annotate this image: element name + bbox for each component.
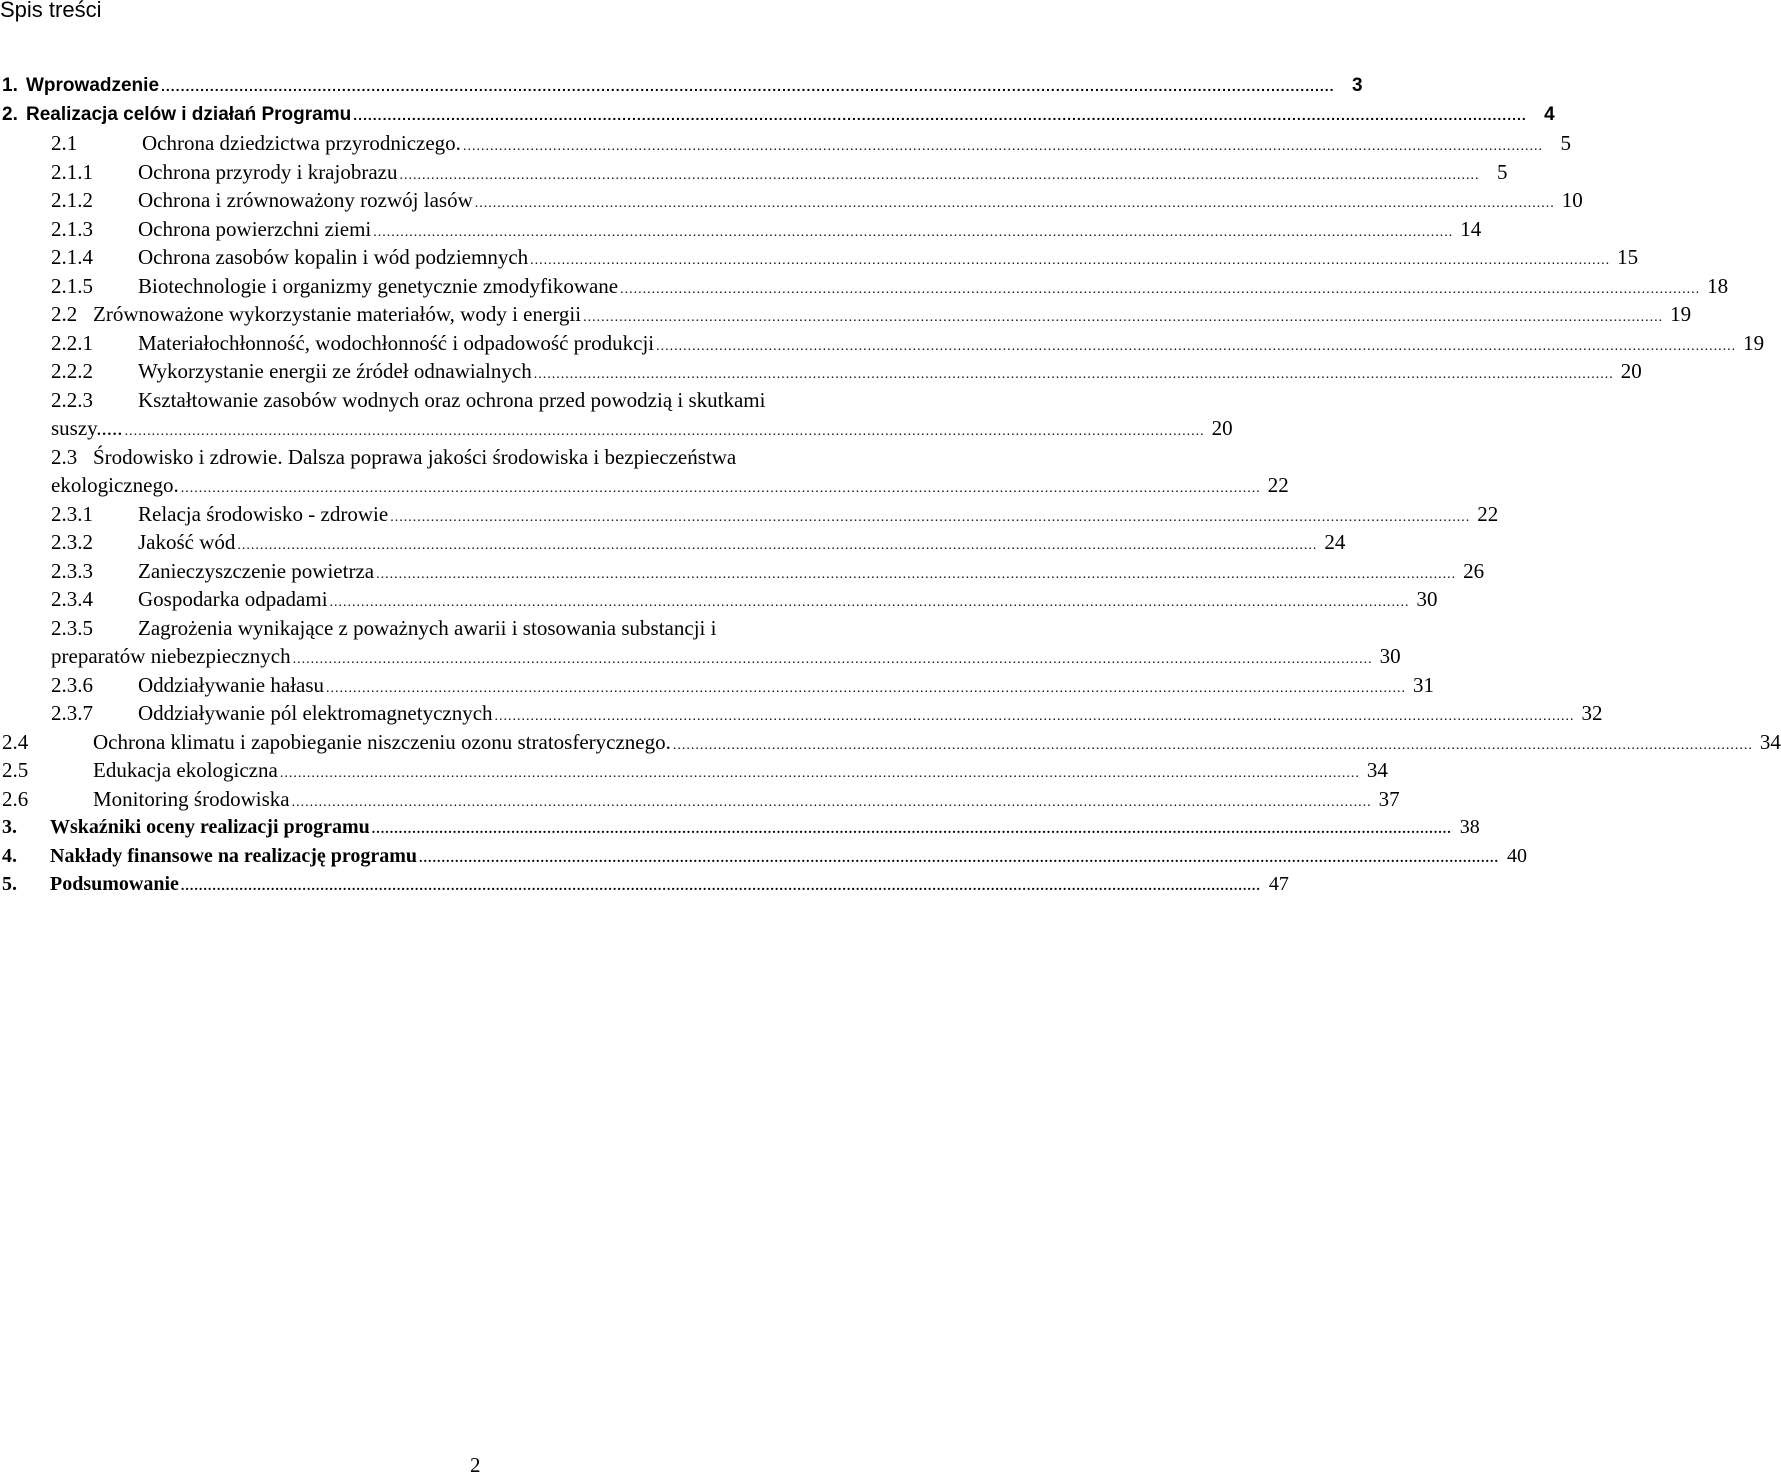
toc-entry-number: 2.2.1 xyxy=(51,330,93,355)
toc-entry-number: 2.2.2 xyxy=(51,359,93,383)
toc-entry-number: 2.1.3 xyxy=(51,216,93,241)
toc-entry-page: 40 xyxy=(1507,844,1528,867)
toc-entry[interactable] xyxy=(0,158,1508,187)
toc-entry[interactable] xyxy=(0,357,1642,386)
toc-entry-title-continued: suszy..... xyxy=(51,416,123,440)
toc-entry-number: 2.3.1 xyxy=(51,501,93,526)
toc-entry[interactable] xyxy=(0,842,1528,871)
page-number: 2 xyxy=(470,1453,481,1477)
toc-entry-title: Biotechnologie i organizmy genetycznie zmodyfikowane xyxy=(138,273,619,298)
toc-entry[interactable] xyxy=(0,101,1555,130)
toc-entry-continuation[interactable] xyxy=(0,471,1289,500)
toc-entry[interactable] xyxy=(0,614,957,643)
toc-entry-page: 37 xyxy=(1378,786,1400,811)
toc-entry-page: 30 xyxy=(1379,644,1401,668)
toc-entry-title: Relacja środowisko - zdrowie xyxy=(138,501,389,526)
toc-entry-number: 2. xyxy=(2,103,18,125)
toc-entry-title: Ochrona zasobów kopalin i wód podziemnych xyxy=(138,245,529,269)
toc-entry-page: 19 xyxy=(1743,330,1765,355)
toc-entry[interactable] xyxy=(0,528,1346,557)
toc-entry-number: 4. xyxy=(2,844,17,867)
toc-leader xyxy=(292,789,1372,818)
toc-leader xyxy=(161,72,1335,101)
toc-entry-page: 4 xyxy=(1544,103,1555,125)
toc-entry-number: 2.3.4 xyxy=(51,587,93,611)
toc-entry[interactable] xyxy=(0,129,1571,158)
toc-entry-number: 5. xyxy=(2,873,17,895)
toc-entry-title: Zagrożenia wynikające z poważnych awarii i stosowania substancji i xyxy=(138,615,717,640)
toc-entry[interactable] xyxy=(0,728,1781,757)
toc-entry-page: 20 xyxy=(1620,359,1642,383)
toc-leader xyxy=(620,276,1700,305)
toc-leader xyxy=(390,504,1470,533)
toc-entry-continuation[interactable] xyxy=(0,642,1401,671)
toc-entry[interactable] xyxy=(0,870,1289,899)
toc-entry-page: 5 xyxy=(1560,131,1571,155)
toc-entry-continuation[interactable] xyxy=(0,414,1233,443)
toc-entry-page: 34 xyxy=(1759,729,1781,754)
toc-entry-number: 2.1.1 xyxy=(51,159,93,184)
toc-entry-title: Podsumowanie xyxy=(50,873,179,895)
toc-entry-page: 19 xyxy=(1670,302,1692,326)
toc-entry-number: 3. xyxy=(2,816,17,838)
toc-entry-title: Realizacja celów i działań Programu xyxy=(26,103,352,125)
toc-entry-number: 1. xyxy=(2,75,18,96)
toc-leader xyxy=(419,845,1499,874)
toc-entry-title: Oddziaływanie hałasu xyxy=(138,672,325,697)
toc-entry-number: 2.1.4 xyxy=(51,245,93,269)
toc-leader xyxy=(376,561,1456,590)
page-title: Spis treści xyxy=(0,0,102,22)
toc-leader xyxy=(530,247,1610,276)
toc-entry[interactable] xyxy=(0,272,1729,301)
toc-entry[interactable] xyxy=(0,813,1480,842)
toc-entry-page: 30 xyxy=(1416,587,1438,611)
toc-entry-page: 20 xyxy=(1211,416,1233,440)
toc-entry-number: 2.6 xyxy=(2,786,29,811)
toc-entry-number: 2.3.6 xyxy=(51,672,93,697)
toc-entry-title-continued: ekologicznego. xyxy=(51,473,179,497)
toc-entry[interactable] xyxy=(0,243,1639,272)
toc-leader xyxy=(372,816,1452,845)
toc-entry[interactable] xyxy=(0,699,1603,728)
toc-leader xyxy=(353,101,1527,130)
toc-entry-number: 2.2 xyxy=(51,302,78,326)
toc-entry[interactable] xyxy=(0,72,1363,101)
toc-entry[interactable] xyxy=(0,671,1435,700)
toc-entry-title: Ochrona klimatu i zapobieganie niszczeniu ozonu stratosferycznego. xyxy=(93,729,671,754)
toc-leader xyxy=(475,190,1555,219)
toc-leader xyxy=(237,532,1317,561)
toc-entry[interactable] xyxy=(0,585,1438,614)
toc-entry-number: 2.4 xyxy=(2,729,29,754)
table-of-contents xyxy=(0,72,1781,899)
toc-entry-title: Ochrona dziedzictwa przyrodniczego. xyxy=(142,131,461,155)
toc-entry[interactable] xyxy=(0,756,1388,785)
toc-entry-page: 32 xyxy=(1581,701,1603,725)
toc-entry-page: 34 xyxy=(1366,758,1388,782)
toc-leader xyxy=(373,219,1453,248)
toc-leader xyxy=(280,760,1360,789)
toc-entry-title: Ochrona i zrównoważony rozwój lasów xyxy=(138,188,473,212)
toc-entry-title-continued: preparatów niebezpiecznych xyxy=(51,644,291,668)
toc-entry[interactable] xyxy=(0,557,1485,586)
toc-entry-page: 5 xyxy=(1496,159,1508,184)
toc-entry-title: Wprowadzenie xyxy=(26,75,160,96)
toc-entry-number: 2.2.3 xyxy=(51,387,93,412)
toc-entry-title: Oddziaływanie pól elektromagnetycznych xyxy=(138,701,493,725)
toc-entry-number: 2.1 xyxy=(51,131,78,155)
toc-entry-number: 2.3.7 xyxy=(51,701,93,725)
toc-entry-page: 15 xyxy=(1617,245,1639,269)
toc-entry-title: Wskaźniki oceny realizacji programu xyxy=(50,816,370,838)
toc-entry-title: Nakłady finansowe na realizację programu xyxy=(50,844,418,867)
toc-entry[interactable] xyxy=(0,443,957,472)
toc-leader xyxy=(583,304,1663,333)
toc-leader xyxy=(656,333,1736,362)
toc-entry-title: Zanieczyszczenie powietrza xyxy=(138,558,375,583)
toc-entry-page: 14 xyxy=(1460,216,1482,241)
toc-entry-title: Kształtowanie zasobów wodnych oraz ochrona przed powodzią i skutkami xyxy=(138,387,766,412)
toc-entry[interactable] xyxy=(0,300,1692,329)
toc-entry-number: 2.5 xyxy=(2,758,29,782)
toc-entry-page: 24 xyxy=(1324,530,1346,554)
toc-entry-page: 26 xyxy=(1463,558,1485,583)
toc-entry-page: 10 xyxy=(1561,188,1583,212)
toc-entry-page: 22 xyxy=(1477,501,1499,526)
toc-entry[interactable] xyxy=(0,329,1765,358)
toc-leader xyxy=(399,162,1479,191)
toc-entry-title: Edukacja ekologiczna xyxy=(93,758,278,782)
toc-entry-title: Materiałochłonność, wodochłonność i odpadowość produkcji xyxy=(138,330,655,355)
toc-entry[interactable] xyxy=(0,500,1499,529)
toc-entry[interactable] xyxy=(0,785,1400,814)
toc-entry[interactable] xyxy=(0,386,957,415)
toc-entry-page: 38 xyxy=(1459,816,1480,838)
toc-entry-number: 2.1.2 xyxy=(51,188,93,212)
toc-entry-number: 2.3.5 xyxy=(51,615,93,640)
toc-entry[interactable] xyxy=(0,186,1583,215)
toc-entry-title: Ochrona przyrody i krajobrazu xyxy=(138,159,398,184)
toc-entry-page: 47 xyxy=(1268,873,1289,895)
toc-entry-title: Zrównoważone wykorzystanie materiałów, wody i energii xyxy=(93,302,582,326)
toc-entry-title: Ochrona powierzchni ziemi xyxy=(138,216,372,241)
toc-entry-number: 2.3 xyxy=(51,444,78,469)
toc-leader xyxy=(673,732,1753,761)
toc-entry-page: 3 xyxy=(1351,75,1363,96)
toc-entry-number: 2.3.2 xyxy=(51,530,93,554)
toc-entry-title: Monitoring środowiska xyxy=(93,786,290,811)
toc-leader xyxy=(463,133,1543,162)
toc-entry-title: Jakość wód xyxy=(138,530,236,554)
toc-entry[interactable] xyxy=(0,215,1482,244)
toc-entry-page: 31 xyxy=(1413,672,1435,697)
toc-entry-number: 2.1.5 xyxy=(51,273,93,298)
toc-entry-title: Gospodarka odpadami xyxy=(138,587,328,611)
toc-leader xyxy=(181,873,1261,902)
toc-entry-page: 18 xyxy=(1707,273,1729,298)
toc-entry-page: 22 xyxy=(1267,473,1289,497)
toc-entry-number: 2.3.3 xyxy=(51,558,93,583)
toc-leader xyxy=(293,646,1373,675)
toc-entry-title: Środowisko i zdrowie. Dalsza poprawa jakości środowiska i bezpieczeństwa xyxy=(93,444,737,469)
toc-entry-title: Wykorzystanie energii ze źródeł odnawialnych xyxy=(138,359,532,383)
